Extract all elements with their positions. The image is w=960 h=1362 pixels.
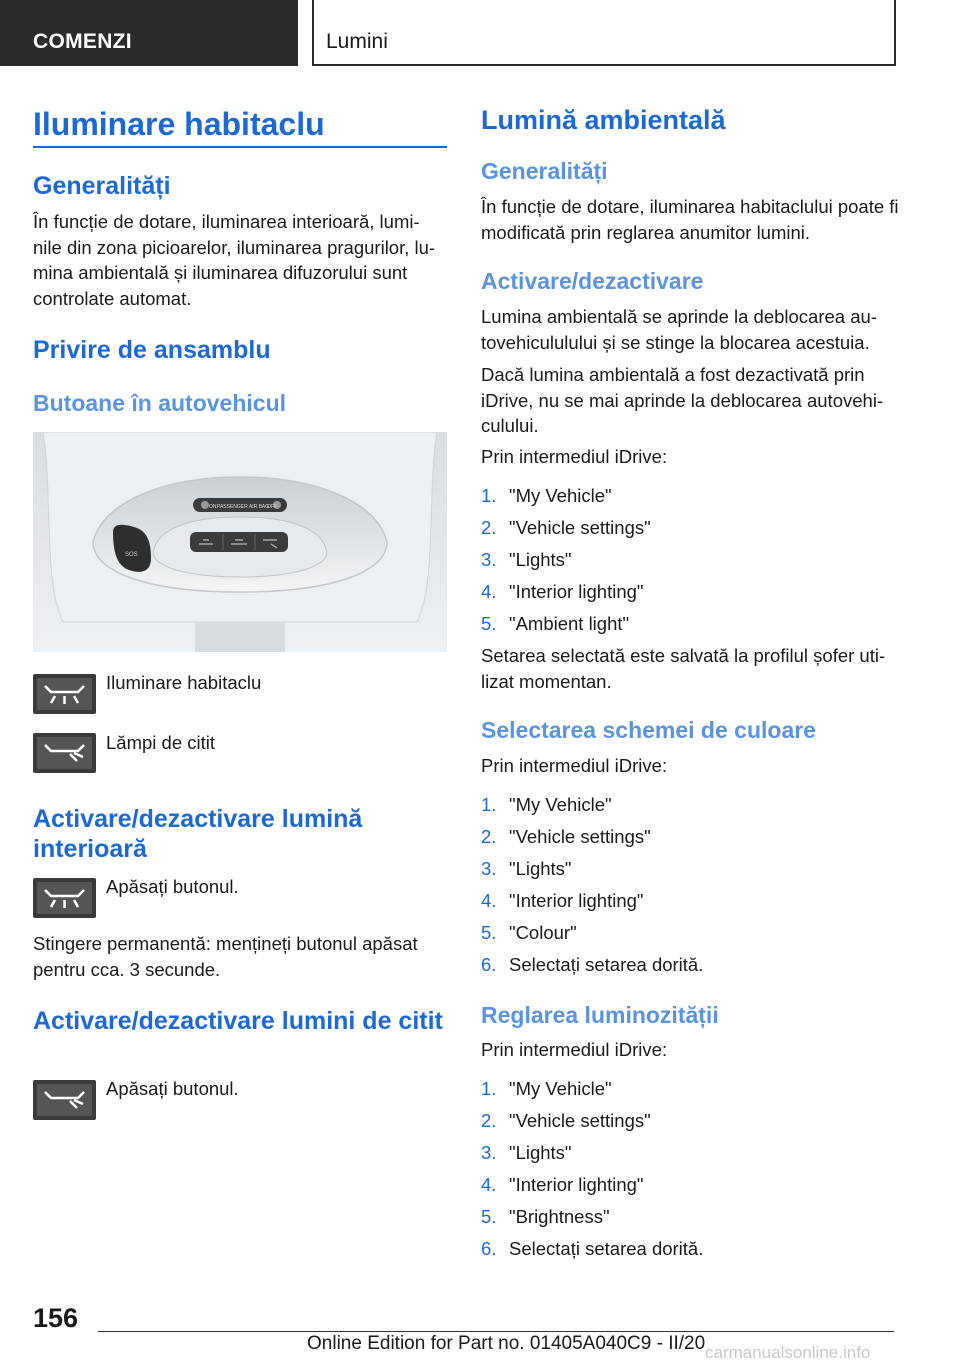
airbag-label: PASSENGER AIR BAG — [217, 504, 270, 510]
list-item: 2. "Vehicle settings" — [481, 826, 651, 847]
list-item: 1. "My Vehicle" — [481, 794, 612, 815]
interior-light-icon — [33, 674, 96, 714]
reading-heading: Activare/dezactivare lumini de citit — [33, 1007, 443, 1035]
list-item: 4. "Interior lighting" — [481, 1174, 644, 1195]
section-title: COMENZI — [33, 30, 132, 53]
list-item: 4. "Interior lighting" — [481, 581, 644, 602]
page-number: 156 — [33, 1303, 79, 1333]
edition-text: Online Edition for Part no. 01405A040C9 - II/20 — [307, 1333, 706, 1354]
activate-heading: Activare/dezactivare — [481, 268, 704, 294]
steps-color — [481, 792, 703, 984]
title-rule — [33, 146, 447, 148]
page-title: Iluminare habitaclu — [33, 106, 325, 142]
via-idrive-3: Prin intermediul iDrive: — [481, 1039, 668, 1060]
interior-press-text: Apăsați butonul. — [106, 876, 239, 897]
chapter-title: Lumini — [326, 30, 388, 53]
interior-heading: Activare/dezactivare lumină interioară — [33, 805, 363, 863]
via-idrive-2: Prin intermediul iDrive: — [481, 755, 668, 776]
watermark: carmanualsonline.info — [705, 1343, 871, 1362]
interior-light-icon — [33, 878, 96, 918]
list-item: 5. "Brightness" — [481, 1206, 610, 1227]
overhead-console-photo — [33, 432, 447, 652]
reading-light-icon — [33, 1080, 96, 1120]
airbag-on-label: ON — [209, 504, 217, 510]
list-item: 1. "My Vehicle" — [481, 1078, 612, 1099]
footer-rule — [98, 1331, 894, 1332]
list-item: 3. "Lights" — [481, 549, 572, 570]
overview-heading: Privire de ansamblu — [33, 336, 271, 364]
general-text: În funcție de dotare, iluminarea interioară, lumi-nile din zona picioarelor, iluminarea pragurilor, lu-mina ambientală și iluminarea difuzorului sunt controlate automat. — [33, 211, 436, 309]
ambient-general-heading: Generalități — [481, 158, 608, 184]
reading-light-icon — [33, 733, 96, 773]
list-item: 1. "My Vehicle" — [481, 485, 612, 506]
sos-label: SOS — [125, 552, 138, 558]
list-item: 2. "Vehicle settings" — [481, 1110, 651, 1131]
legend-label-interior: Iluminare habitaclu — [106, 672, 262, 693]
reading-press-text: Apăsați butonul. — [106, 1078, 239, 1099]
via-idrive-1: Prin intermediul iDrive: — [481, 446, 668, 467]
steps-brightness — [481, 1076, 703, 1268]
saved-text: Setarea selectată este salvată la profilul șofer uti-lizat momentan. — [481, 645, 886, 692]
legend-label-reading: Lămpi de citit — [106, 732, 215, 753]
steps-ambient — [481, 483, 651, 643]
airbag-off-label: OFF — [267, 504, 277, 510]
list-item: 5. "Colour" — [481, 922, 577, 943]
buttons-heading: Butoane în autovehicul — [33, 390, 287, 416]
ambient-title: Lumină ambientală — [481, 105, 726, 135]
chapter-tab — [312, 0, 896, 66]
section-tab — [0, 0, 298, 66]
list-item: 6. Selectați setarea dorită. — [481, 1238, 704, 1259]
brightness-heading: Reglarea luminozității — [481, 1002, 719, 1028]
list-item: 5. "Ambient light" — [481, 613, 630, 634]
list-item: 4. "Interior lighting" — [481, 890, 644, 911]
general-heading: Generalități — [33, 172, 171, 200]
list-item: 6. Selectați setarea dorită. — [481, 954, 704, 975]
activate-text-2: Dacă lumina ambientală a fost dezactivată prin iDrive, nu se mai aprinde la deblocarea autovehi-culului. — [481, 364, 884, 436]
ambient-general-text: În funcție de dotare, iluminarea habitaclului poate fi modificată prin reglarea anumitor lumini. — [481, 196, 899, 243]
activate-text-1: Lumina ambientală se aprinde la deblocarea au-tovehicululului și se stinge la blocarea acestuia. — [481, 306, 877, 353]
interior-note: Stingere permanentă: mențineți butonul apăsat pentru cca. 3 secunde. — [33, 933, 418, 980]
list-item: 3. "Lights" — [481, 1142, 572, 1163]
color-heading: Selectarea schemei de culoare — [481, 717, 816, 743]
list-item: 3. "Lights" — [481, 858, 572, 879]
list-item: 2. "Vehicle settings" — [481, 517, 651, 538]
